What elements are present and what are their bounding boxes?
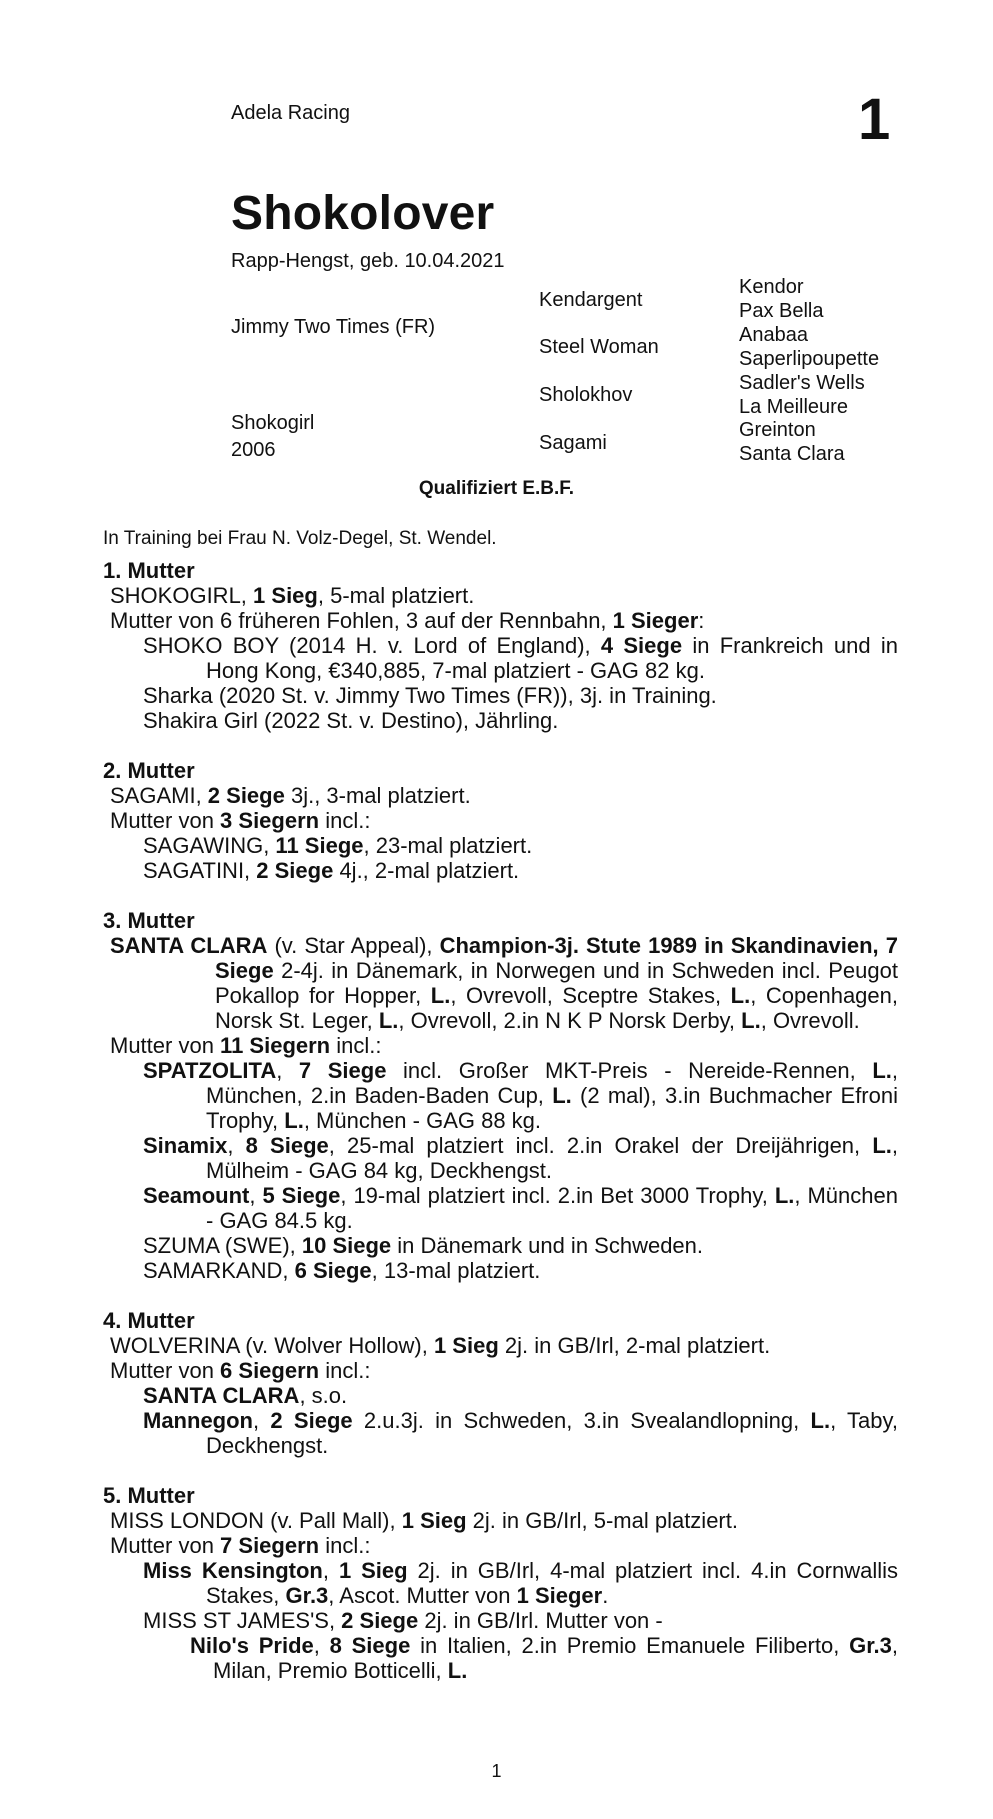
horse-description: Rapp-Hengst, geb. 10.04.2021: [231, 250, 505, 272]
g3-ancestor: Santa Clara: [739, 443, 845, 465]
record-line: Sharka (2020 St. v. Jimmy Two Times (FR)), 3j. in Training.: [143, 683, 717, 708]
sire-dam: Steel Woman: [539, 336, 659, 358]
record-line: Miss Kensington, 1 Sieg 2j. in GB/Irl, 4-mal platziert incl. 4.in Cornwallis Stakes, Gr.3, Ascot. Mutter von 1 Sieger.: [143, 1558, 899, 1608]
g3-ancestor: Sadler's Wells: [739, 372, 865, 394]
record-line: Mannegon, 2 Siege 2.u.3j. in Schweden, 3.in Svealandlopning, L., Taby, Deckhengst.: [143, 1408, 899, 1458]
record-line: SZUMA (SWE), 10 Siege in Dänemark und in Schweden.: [143, 1233, 704, 1258]
record-line: WOLVERINA (v. Wolver Hollow), 1 Sieg 2j. in GB/Irl, 2-mal platziert.: [110, 1333, 771, 1358]
g3-ancestor: Saperlipoupette: [739, 348, 880, 370]
record-line: SAGAWING, 11 Siege, 23-mal platziert.: [143, 833, 533, 858]
record-line: Seamount, 5 Siege, 19-mal platziert incl. 2.in Bet 3000 Trophy, L., München - GAG 84.5 kg.: [143, 1183, 898, 1233]
dam-year: 2006: [231, 439, 276, 461]
dam-sire: Sholokhov: [539, 384, 633, 406]
record-line: SAGAMI, 2 Siege 3j., 3-mal platziert.: [110, 783, 471, 808]
qualification: Qualifiziert E.B.F.: [418, 478, 575, 499]
page-number: 1: [491, 1761, 502, 1781]
g3-ancestor: La Meilleure: [739, 396, 848, 418]
g3-ancestor: Pax Bella: [739, 300, 824, 322]
record-line: SAGATINI, 2 Siege 4j., 2-mal platziert.: [143, 858, 520, 883]
record-line: Mutter von 6 Siegern incl.:: [110, 1358, 371, 1383]
record-line: MISS ST JAMES'S, 2 Siege 2j. in GB/Irl. Mutter von -: [143, 1608, 663, 1633]
section-title: 2. Mutter: [103, 758, 195, 783]
lot-number: 1: [858, 87, 891, 152]
sire: Jimmy Two Times (FR): [231, 316, 436, 338]
trainer-info: In Training bei Frau N. Volz-Degel, St. Wendel.: [103, 528, 497, 549]
record-line: SANTA CLARA (v. Star Appeal), Champion-3j. Stute 1989 in Skandinavien, 7 Siege 2-4j. in Dänemark, in Norwegen und in Schweden incl. Peugot Pokallop for Hopper, L., Ovrevoll, Sceptre Stakes, L., Copenhagen, Norsk St. Leger, L., Ovrevoll, 2.in N K P Norsk Derby, L., Ovrevoll.: [110, 933, 899, 1033]
record-line: SANTA CLARA, s.o.: [143, 1383, 348, 1408]
record-line: Mutter von 3 Siegern incl.:: [110, 808, 371, 833]
record-line: MISS LONDON (v. Pall Mall), 1 Sieg 2j. in GB/Irl, 5-mal platziert.: [110, 1508, 738, 1533]
record-line: Shakira Girl (2022 St. v. Destino), Jährling.: [143, 708, 559, 733]
section-title: 5. Mutter: [103, 1483, 195, 1508]
dam-dam: Sagami: [539, 432, 607, 454]
horse-name: Shokolover: [231, 187, 495, 240]
g3-ancestor: Kendor: [739, 276, 804, 298]
consignor: Adela Racing: [231, 102, 350, 124]
sire-sire: Kendargent: [539, 289, 643, 311]
produce-record: [103, 558, 898, 1683]
record-line: SHOKOGIRL, 1 Sieg, 5-mal platziert.: [110, 583, 475, 608]
record-line: SHOKO BOY (2014 H. v. Lord of England), 4 Siege in Frankreich und in Hong Kong, €340,885, 7-mal platziert - GAG 82 kg.: [143, 633, 898, 683]
dam: Shokogirl: [231, 412, 315, 434]
record-line: Mutter von 7 Siegern incl.:: [110, 1533, 371, 1558]
record-line: SPATZOLITA, 7 Siege incl. Großer MKT-Preis - Nereide-Rennen, L., München, 2.in Baden-Baden Cup, L. (2 mal), 3.in Buchmacher Efroni Trophy, L., München - GAG 88 kg.: [143, 1058, 898, 1133]
section-title: 3. Mutter: [103, 908, 195, 933]
g3-ancestor: Greinton: [739, 419, 816, 441]
section-title: 4. Mutter: [103, 1308, 195, 1333]
record-line: Nilo's Pride, 8 Siege in Italien, 2.in Premio Emanuele Filiberto, Gr.3, Milan, Premio Botticelli, L.: [190, 1633, 899, 1683]
section-title: 1. Mutter: [103, 558, 195, 583]
record-line: Mutter von 6 früheren Fohlen, 3 auf der Rennbahn, 1 Sieger:: [110, 608, 705, 633]
record-line: Mutter von 11 Siegern incl.:: [110, 1033, 382, 1058]
g3-ancestor: Anabaa: [739, 324, 808, 346]
record-line: SAMARKAND, 6 Siege, 13-mal platziert.: [143, 1258, 541, 1283]
record-line: Sinamix, 8 Siege, 25-mal platziert incl. 2.in Orakel der Dreijährigen, L., Mülheim - GAG 84 kg, Deckhengst.: [143, 1133, 898, 1183]
